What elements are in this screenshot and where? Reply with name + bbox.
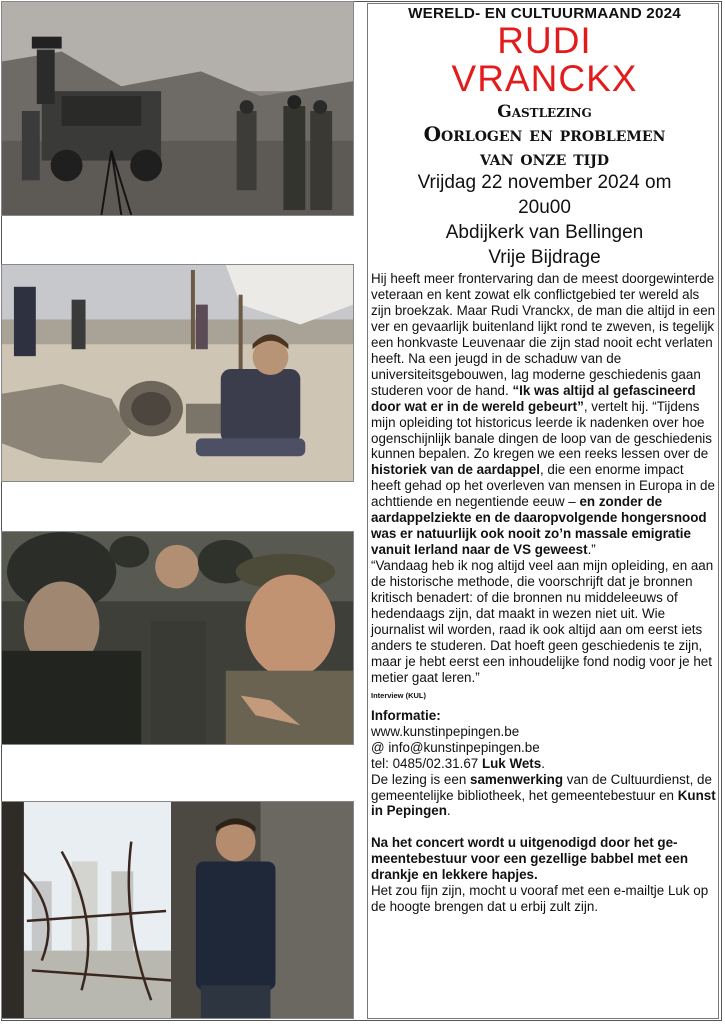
contact-name: Luk Wets [481, 755, 542, 771]
photo-column [0, 0, 356, 1024]
photo-ruined-building [1, 801, 354, 1019]
venue: Abdijkerk van Bellingen [445, 222, 644, 243]
closing-text: Het zou fijn zijn, mocht u vooraf met een e-mailtje Luk op de hoogte brengen dat u erbij zult zijn. [371, 883, 709, 915]
website-link[interactable]: www.kunstinpepingen.be [371, 723, 520, 739]
speaker-name-last: VRANCKX [451, 58, 638, 99]
quote-highlight-3: en zonder de aardappelziekte en de daaropvolgende hongersnood was er natuurlijk ook nooit zo’n massale emigratie vanuit Ierland naar de VS geweest [371, 494, 707, 558]
article-body [371, 271, 718, 915]
cooperation-text: De lezing is een samenwerking van de Cultuurdienst, de gemeentelijke bibliotheek, het gemeentebestuur en Kunst in Pepingen. [371, 771, 716, 819]
date-line1: Vrijdag 22 november 2024 om [417, 172, 672, 193]
photo-soldiers-pickup [1, 1, 354, 216]
speaker-name-first: RUDI [497, 20, 592, 61]
lecture-type: Gastlezing [497, 102, 592, 122]
email-link[interactable]: @ info@kunstinpepingen.be [371, 739, 540, 755]
lecture-topic-line2: van onze tijd [480, 146, 609, 170]
phone-line: tel: 0485/02.31.67 Luk Wets. [371, 755, 545, 771]
article-paragraph-1: Hij heeft meer frontervaring dan de meest doorgewinterde veteraan en kent zowat elk conflictgebied ter wereld als zijn broekzak. Maar Rudi Vranckx, de man die altijd in een ver en gevaarlijk buitenland lijkt rond te zweven, is tegelijk een honkvaste Leuvenaar die zijn stad nooit echt verlaten heeft. Na een jeugd in de schaduw van de universiteitsgebouwen, lag moderne geschiedenis gaan studeren voor de hand. “Ik was altijd al gefascineerd door wat er in de wereld gebeurt”, vertelt hij. “Tijdens mijn opleiding tot historicus leerde ik nadenken over hoe ogenschijnlijk banale dingen de loop van de geschiedenis kunnen bepalen. Zo kregen we een reeks lessen over de historiek van de aardappel, die een enorme impact heeft gehad op het overleven van mensen in Europa in de achttiende en negentiende eeuw – en zonder de aardappelziekte en de daaropvolgende hongersnood was er natuurlijk ook nooit zo’n massale emigratie vanuit Ierland naar de VS geweest.” [371, 271, 716, 558]
info-heading: Informatie: [371, 707, 441, 723]
article-paragraph-2: “Vandaag heb ik nog altijd veel aan mijn opleiding, en aan de historische methode, die voorschrijft dat je bronnen kritisch benadert: of die bronnen nu middeleeuws of hedendaags zijn, dat maakt in wezen niet uit. Wie journalist wil worden, raad ik ook altijd aan om eerst iets anders te studeren. Dat hoeft geen geschiedenis te zijn, maar je hebt eerst een inhoudelijke fond nodig voor je het metier gaat leren.” [371, 558, 714, 685]
photo-soldiers-conversation [1, 531, 354, 745]
interview-credit: Interview (KUL) [371, 690, 427, 700]
price: Vrije Bijdrage [488, 247, 601, 268]
lecture-topic-line1: Oorlogen en problemen [423, 122, 666, 146]
date-line2: 20u00 [518, 197, 571, 218]
text-column [367, 3, 719, 1019]
quote-highlight-2: historiek van de aardappel [371, 462, 540, 478]
invitation-text: Na het concert wordt u uitgenodigd door het gemeentebestuur voor een gezellige babbel met een drankje en lekkere hapjes. [371, 835, 689, 883]
event-heading: WERELD- EN CULTUURMAAND 2024 [408, 5, 681, 22]
photo-child-rubble [1, 264, 354, 482]
quote-highlight-1: “Ik was altijd al gefascineerd door wat er in de wereld gebeurt” [371, 382, 696, 414]
